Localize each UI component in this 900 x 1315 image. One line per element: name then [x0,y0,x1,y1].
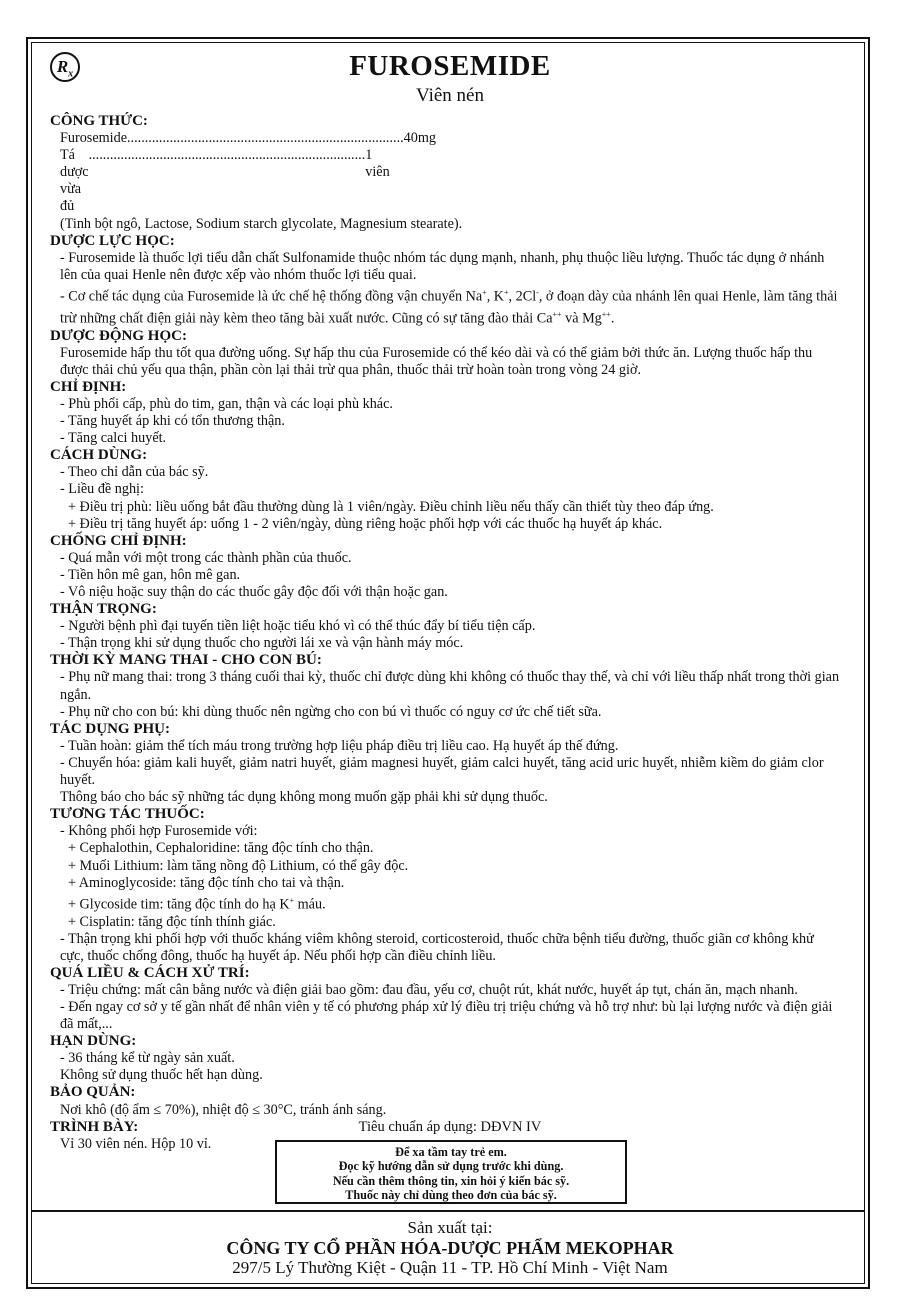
list-subitem: + Điều trị phù: liều uống bắt đầu thường dùng là 1 viên/ngày. Điều chỉnh liều nếu thấy cần thiết tùy theo đáp ứng. [68,498,714,515]
manufactured-at-label: Sản xuất tại: [407,1218,493,1237]
pharmacodynamics-paragraph: - Furosemide là thuốc lợi tiểu dẫn chất Sulfonamide thuộc nhóm tác dụng mạnh, nhanh, phụ thuộc liều lượng. Thuốc tác dụng ở nhánh lên của quai Henle nên được xếp vào nhóm thuốc lợi tiểu quai. [60,249,825,283]
list-item: - Người bệnh phì đại tuyến tiền liệt hoặc tiểu khó vì có thể thúc đẩy bí tiểu tiện cấp. [60,618,536,635]
list-subitem: + Điều trị tăng huyết áp: uống 1 - 2 viên/ngày, dùng riêng hoặc phối hợp với các thuốc hạ huyết áp khác. [68,515,663,532]
warning-box [275,1140,627,1204]
list-item: - 36 tháng kể từ ngày sản xuất. [60,1050,235,1067]
heading-duoc-dong-hoc: DƯỢC ĐỘNG HỌC: [50,327,187,344]
mechanism-paragraph: - Cơ chế tác dụng của Furosemide là ức chế hệ thống đồng vận chuyển Na+, K+, 2Cl-, ở đoạn dày của nhánh lên quai Henle, làm tăng thải trừ những chất điện giải này kèm theo tăng bài xuất nước. Cũng có sự tăng đào thải Ca++ và Mg++. [60,287,838,327]
pharmacokinetics-paragraph: Furosemide hấp thu tốt qua đường uống. Sự hấp thu của Furosemide có thể kéo dài và có thể giảm bởi thức ăn. Lượng thuốc hấp thu được thải chủ yếu qua thận, phần còn lại thải trừ qua phân, thuốc thải trừ hoàn toàn trong vòng 24 giờ. [60,344,813,378]
heading-qua-lieu: QUÁ LIỀU & CÁCH XỬ TRÍ: [50,964,250,981]
formula-note: (Tinh bột ngô, Lactose, Sodium starch glycolate, Magnesium stearate). [60,215,463,232]
heading-han-dung: HẠN DÙNG: [50,1033,137,1050]
list-item: - Tuần hoàn: giảm thể tích máu trong trường hợp liệu pháp điều trị liều cao. Hạ huyết áp thế đứng. [60,737,619,754]
warning-line: Để xa tầm tay trẻ em. [395,1145,507,1159]
list-item: - Tiền hôn mê gan, hôn mê gan. [60,566,241,583]
list-item: - Thận trọng khi phối hợp với thuốc kháng viêm không steroid, corticosteroid, thuốc chữa bệnh tiểu đường, thuốc giãn cơ không khử cực, thuốc chống đông, thuốc hạ huyết áp. Nếu phối hợp cần điều chỉnh liều. [60,930,814,964]
list-item: - Đến ngay cơ sở y tế gần nhất để nhân viên y tế có phương pháp xử lý điều trị triệu chứng và hỗ trợ như: bù lại lượng nước và điện giải đã mất,... [60,998,833,1033]
page-title: FUROSEMIDE [349,50,551,82]
list-item: - Phụ nữ cho con bú: khi dùng thuốc nên ngừng cho con bú vì thuốc có nguy cơ ức chế tiết sữa. [60,703,602,720]
warning-line: Nếu cần thêm thông tin, xin hỏi ý kiến bác sỹ. [332,1173,570,1188]
applied-standard: Tiêu chuẩn áp dụng: DĐVN IV [358,1119,542,1135]
heading-duoc-luc-hoc: DƯỢC LỰC HỌC: [50,232,175,249]
heading-chi-dinh: CHỈ ĐỊNH: [50,378,127,395]
list-item: - Phù phổi cấp, phù do tim, gan, thận và các loại phù khác. [60,395,393,412]
heading-mang-thai: THỜI KỲ MANG THAI - CHO CON BÚ: [50,652,322,669]
list-item: - Không phối hợp Furosemide với: [60,823,258,840]
side-effect-note: Thông báo cho bác sỹ những tác dụng không mong muốn gặp phải khi sử dụng thuốc. [60,789,548,806]
list-subitem: + Cisplatin: tăng độc tính thính giác. [68,913,276,930]
heading-tuong-tac: TƯƠNG TÁC THUỐC: [50,806,205,823]
list-subitem: + Glycoside tim: tăng độc tính do hạ K+ máu. [68,895,326,913]
warning-line: Đọc kỹ hướng dẫn sử dụng trước khi dùng. [338,1159,564,1174]
leaflet-content [50,113,840,1153]
heading-cong-thuc: CÔNG THỨC: [50,113,148,129]
list-subitem: + Aminoglycoside: tăng độc tính cho tai và thận. [68,874,345,891]
heading-cach-dung: CÁCH DÙNG: [50,447,148,464]
list-item: Không sử dụng thuốc hết hạn dùng. [60,1067,263,1084]
formula-row-excipient: Tá dược vừa đủ .............................................................................. 1 viên [60,147,390,215]
rx-prescription-icon: $R_x$ [50,52,80,82]
list-item: - Chuyển hóa: giảm kali huyết, giảm natri huyết, giảm magnesi huyết, giảm calci huyết, tăng acid uric huyết, nhiễm kiềm do giảm clor huyết. [60,754,824,789]
list-item: - Quá mẫn với một trong các thành phần của thuốc. [60,549,352,566]
list-subitem: + Cephalothin, Cephaloridine: tăng độc tính cho thận. [68,840,374,857]
heading-than-trong: THẬN TRỌNG: [50,601,157,618]
list-item: - Vô niệu hoặc suy thận do các thuốc gây độc đối với thận hoặc gan. [60,584,448,600]
heading-chong-chi-dinh: CHỐNG CHỈ ĐỊNH: [50,532,187,549]
formula-row-furosemide: Furosemide .............................................................................. 40mg [60,130,436,147]
list-item: - Tăng huyết áp khi có tổn thương thận. [60,413,285,430]
list-subitem: + Muối Lithium: làm tăng nồng độ Lithium, có thể gây độc. [68,857,409,874]
page-subtitle: Viên nén [416,85,484,106]
list-item: - Tăng calci huyết. [60,430,167,447]
storage-text: Nơi khô (độ ẩm ≤ 70%), nhiệt độ ≤ 30°C, tránh ánh sáng. [60,1101,387,1118]
footer-divider [31,1210,865,1212]
list-item: - Liều đề nghị: [60,481,144,498]
warning-line: Thuốc này chỉ dùng theo đơn của bác sỹ. [345,1188,557,1203]
list-item: - Phụ nữ mang thai: trong 3 tháng cuối thai kỳ, thuốc chỉ được dùng khi không có thuốc thay thế, và chỉ với liều thấp nhất trong thời gian ngắn. [60,669,840,703]
heading-tac-dung-phu: TÁC DỤNG PHỤ: [50,720,170,737]
list-item: - Theo chỉ dẫn của bác sỹ. [60,464,209,481]
heading-bao-quan: BẢO QUẢN: [50,1084,136,1101]
list-item: - Triệu chứng: mất cân bằng nước và điện giải bao gồm: đau đầu, yếu cơ, chuột rút, khát nước, huyết áp tụt, chán ăn, mạch nhanh. [60,981,798,998]
list-item: - Thận trọng khi sử dụng thuốc cho người lái xe và vận hành máy móc. [60,635,464,652]
company-name: CÔNG TY CỔ PHẦN HÓA-DƯỢC PHẨM MEKOPHAR [226,1238,674,1258]
heading-trinh-bay: TRÌNH BÀY: [50,1118,139,1135]
company-address: 297/5 Lý Thường Kiệt - Quận 11 - TP. Hồ Chí Minh - Việt Nam [232,1258,668,1277]
packaging-text: Vỉ 30 viên nén. Hộp 10 vỉ. [60,1135,212,1152]
